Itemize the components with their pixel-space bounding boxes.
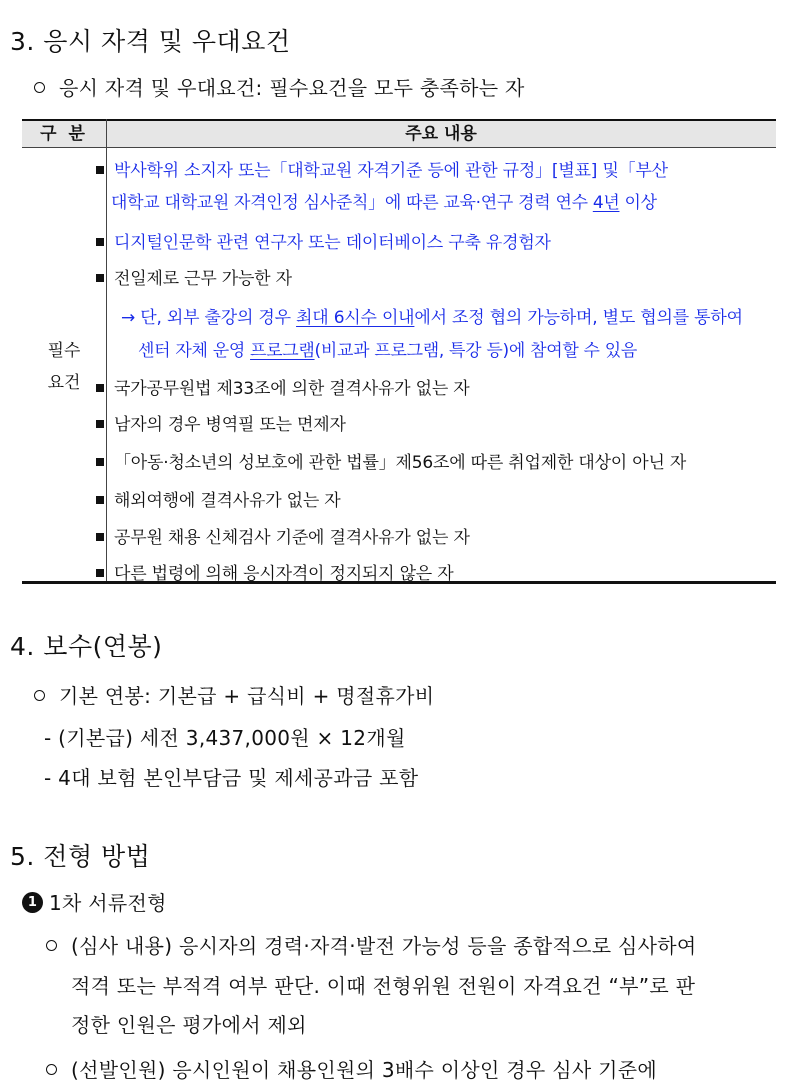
screening-content-cont-1: 적격 또는 부적격 여부 판단. 이때 전형위원 전원이 자격요건 “부”로 판 [71, 974, 696, 998]
salary-base: - (기본급) 세전 3,437,000원 × 12개월 [44, 726, 406, 750]
underlined-phrase: 프로그램 [250, 341, 315, 361]
requirement-item-7: 해외여행에 결격사유가 없는 자 [96, 486, 341, 511]
requirement-item-5: 남자의 경우 병역필 또는 면제자 [96, 410, 346, 435]
step-number-badge: 1 [22, 892, 43, 913]
requirement-item-1: 박사학위 소지자 또는「대학교원 자격기준 등에 관한 규정」[별표] 및「부산 [96, 156, 668, 181]
screening-content-cont-2: 정한 인원은 평가에서 제외 [71, 1013, 307, 1037]
circle-bullet-icon [34, 82, 45, 93]
column-divider [106, 119, 107, 583]
requirement-item-8: 공무원 채용 신체검사 기준에 결격사유가 없는 자 [96, 523, 470, 548]
circle-bullet-icon [46, 1064, 57, 1075]
circle-bullet-icon [46, 940, 57, 951]
salary-insurance: - 4대 보험 본인부담금 및 제세공과금 포함 [44, 766, 419, 790]
step-1-title: 1 1차 서류전형 [22, 887, 167, 916]
square-bullet-icon [96, 458, 104, 466]
section-4-title: 4. 보수(연봉) [10, 632, 163, 661]
salary-bullet: 기본 연봉: 기본급 + 급식비 + 명절휴가비 [34, 680, 434, 709]
requirement-item-3: 전일제로 근무 가능한 자 [96, 264, 292, 289]
requirement-item-4: 국가공무원법 제33조에 의한 결격사유가 없는 자 [96, 374, 469, 399]
square-bullet-icon [96, 420, 104, 428]
square-bullet-icon [96, 384, 104, 392]
square-bullet-icon [96, 166, 104, 174]
header-content: 주요 내용 [405, 124, 477, 144]
requirement-note-cont: 센터 자체 운영 프로그램(비교과 프로그램, 특강 등)에 참여할 수 있음 [138, 341, 638, 361]
square-bullet-icon [96, 569, 104, 577]
section-3-intro: 응시 자격 및 우대요건: 필수요건을 모두 충족하는 자 [34, 72, 525, 101]
table-header [22, 119, 776, 148]
underlined-phrase: 최대 6시수 이내 [296, 308, 415, 328]
underlined-phrase: 4년 [592, 193, 620, 213]
row-label: 필수 요건 [47, 341, 81, 393]
requirement-item-1-cont: 대학교 대학교원 자격인정 심사준칙」에 따른 교육·연구 경력 연수 4년 이상 [111, 193, 657, 213]
requirement-item-2: 디지털인문학 관련 연구자 또는 데이터베이스 구축 유경험자 [96, 228, 551, 253]
square-bullet-icon [96, 496, 104, 504]
header-category: 구 분 [40, 124, 88, 144]
requirement-note: → 단, 외부 출강의 경우 최대 6시수 이내에서 조정 협의 가능하며, 별도 협의를 통하여 [121, 308, 743, 328]
square-bullet-icon [96, 238, 104, 246]
section-5-title: 5. 전형 방법 [10, 842, 151, 871]
square-bullet-icon [96, 274, 104, 282]
section-3-title: 3. 응시 자격 및 우대요건 [10, 27, 291, 56]
square-bullet-icon [96, 533, 104, 541]
circle-bullet-icon [34, 690, 45, 701]
screening-content-bullet: (심사 내용) 응시자의 경력·자격·발전 가능성 등을 종합적으로 심사하여 [46, 930, 696, 959]
requirement-item-6: 「아동·청소년의 성보호에 관한 법률」제56조에 따른 취업제한 대상이 아닌 자 [96, 448, 686, 473]
requirement-item-9: 다른 법령에 의해 응시자격이 정지되지 않은 자 [96, 559, 453, 584]
selection-bullet: (선발인원) 응시인원이 채용인원의 3배수 이상인 경우 심사 기준에 [46, 1054, 657, 1083]
